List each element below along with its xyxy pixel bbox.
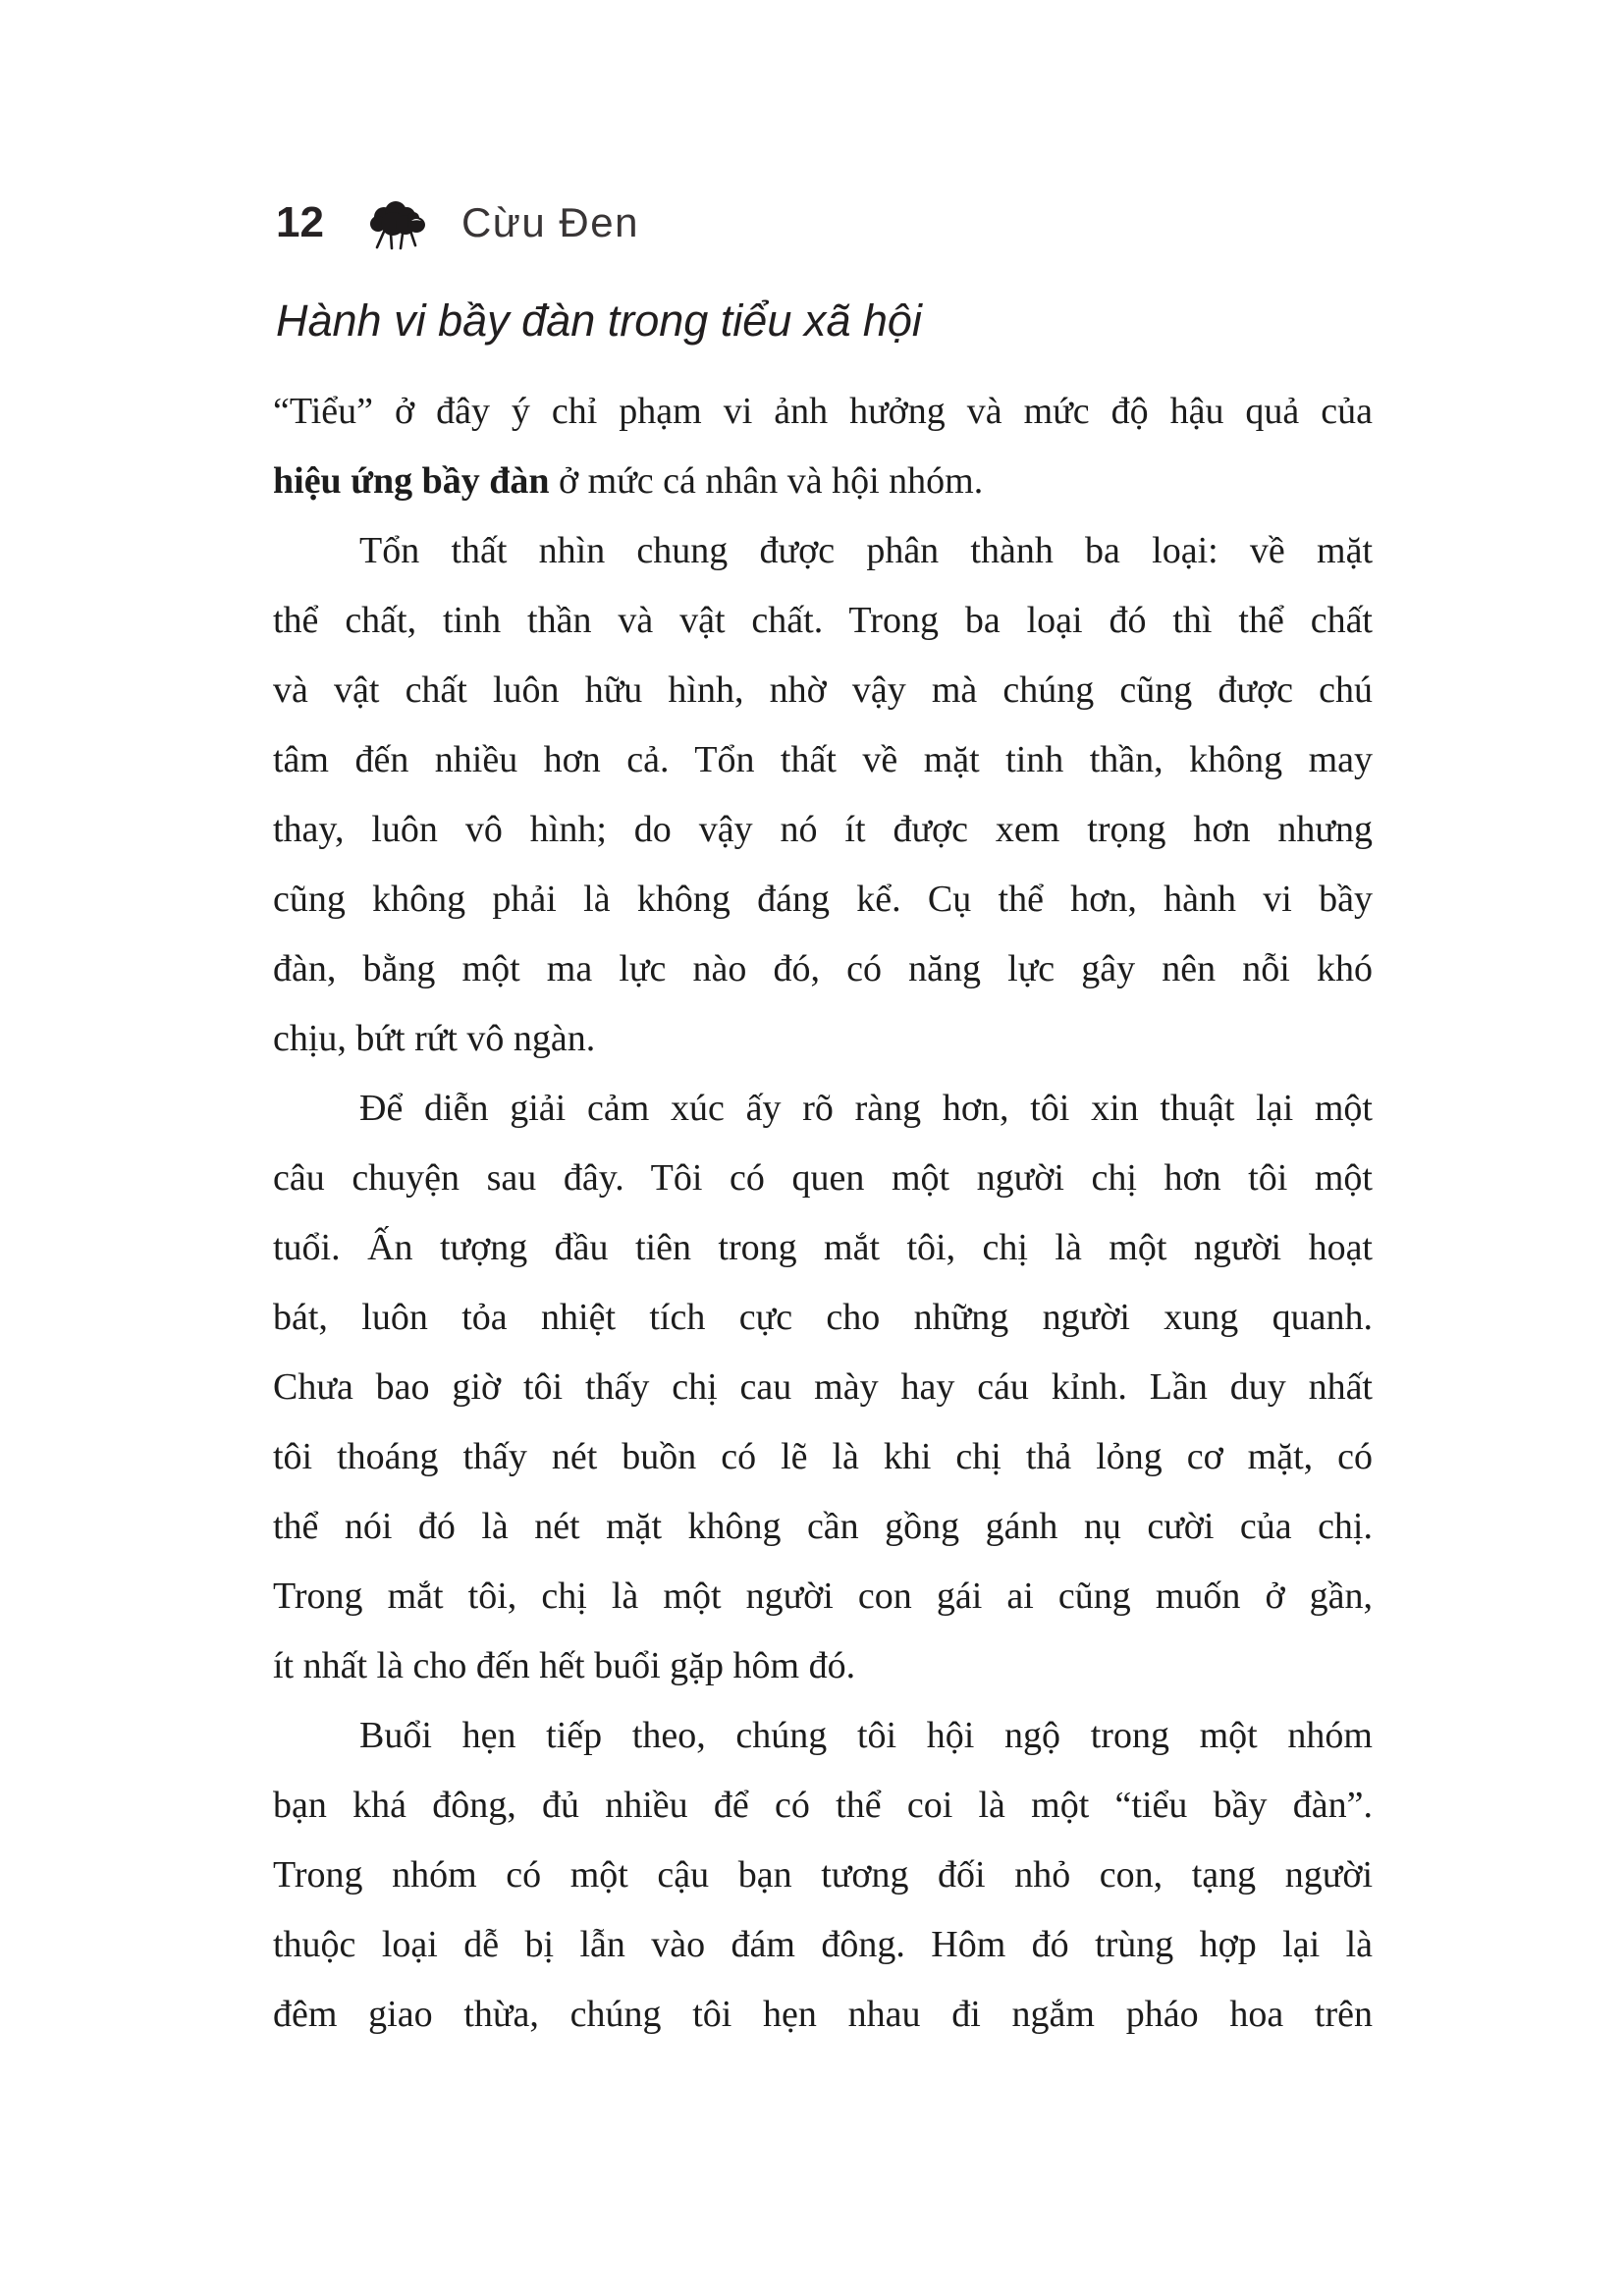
body-line: thể nói đó là nét mặt không cần gồng gánh nụ cười của chị. <box>273 1506 1373 1547</box>
body-line: cũng không phải là không đáng kể. Cụ thể hơn, hành vi bầy <box>273 879 1373 920</box>
black-sheep-icon <box>365 196 428 253</box>
page-number: 12 <box>276 198 324 246</box>
body-line <box>273 447 1373 516</box>
body-line: Chưa bao giờ tôi thấy chị cau mày hay cáu kỉnh. Lần duy nhất <box>273 1366 1373 1408</box>
body-line: Trong nhóm có một cậu bạn tương đối nhỏ con, tạng người <box>273 1854 1373 1896</box>
body-line: Buổi hẹn tiếp theo, chúng tôi hội ngộ trong một nhóm <box>359 1715 1373 1756</box>
body-line: tâm đến nhiều hơn cả. Tổn thất về mặt tinh thần, không may <box>273 739 1373 780</box>
body-line: “Tiểu” ở đây ý chỉ phạm vi ảnh hưởng và mức độ hậu quả của <box>273 391 1373 432</box>
body-line: ít nhất là cho đến hết buổi gặp hôm đó. <box>273 1645 856 1686</box>
body-line: và vật chất luôn hữu hình, nhờ vậy mà chúng cũng được chú <box>273 669 1373 711</box>
body-line: tuổi. Ấn tượng đầu tiên trong mắt tôi, chị là một người hoạt <box>273 1227 1373 1268</box>
book-title: Cừu Đen <box>460 199 639 245</box>
bold-phrase: hiệu ứng bầy đàn <box>273 460 550 502</box>
body-line: Để diễn giải cảm xúc ấy rõ ràng hơn, tôi xin thuật lại một <box>359 1088 1373 1129</box>
body-line: thể chất, tinh thần và vật chất. Trong ba loại đó thì thể chất <box>273 600 1373 641</box>
body-line: chịu, bứt rứt vô ngàn. <box>273 1018 596 1059</box>
body-line: tôi thoáng thấy nét buồn có lẽ là khi chị thả lỏng cơ mặt, có <box>273 1436 1373 1477</box>
page-header <box>276 192 639 253</box>
body-line-text: ở mức cá nhân và hội nhóm. <box>549 460 984 502</box>
section-heading: Hành vi bầy đàn trong tiểu xã hội <box>276 295 922 346</box>
body-line: bát, luôn tỏa nhiệt tích cực cho những người xung quanh. <box>273 1297 1373 1338</box>
body-line: Tổn thất nhìn chung được phân thành ba loại: về mặt <box>359 530 1373 571</box>
body-line: câu chuyện sau đây. Tôi có quen một người chị hơn tôi một <box>273 1157 1373 1199</box>
body-line: Trong mắt tôi, chị là một người con gái ai cũng muốn ở gần, <box>273 1575 1373 1617</box>
body-line: thuộc loại dễ bị lẫn vào đám đông. Hôm đó trùng hợp lại là <box>273 1924 1373 1965</box>
body-text <box>273 377 1373 2050</box>
body-line: đêm giao thừa, chúng tôi hẹn nhau đi ngắm pháo hoa trên <box>273 1994 1373 2035</box>
body-line: đàn, bằng một ma lực nào đó, có năng lực gây nên nỗi khó <box>273 948 1373 989</box>
body-line: thay, luôn vô hình; do vậy nó ít được xem trọng hơn nhưng <box>273 809 1373 850</box>
body-line: bạn khá đông, đủ nhiều để có thể coi là một “tiểu bầy đàn”. <box>273 1785 1373 1826</box>
